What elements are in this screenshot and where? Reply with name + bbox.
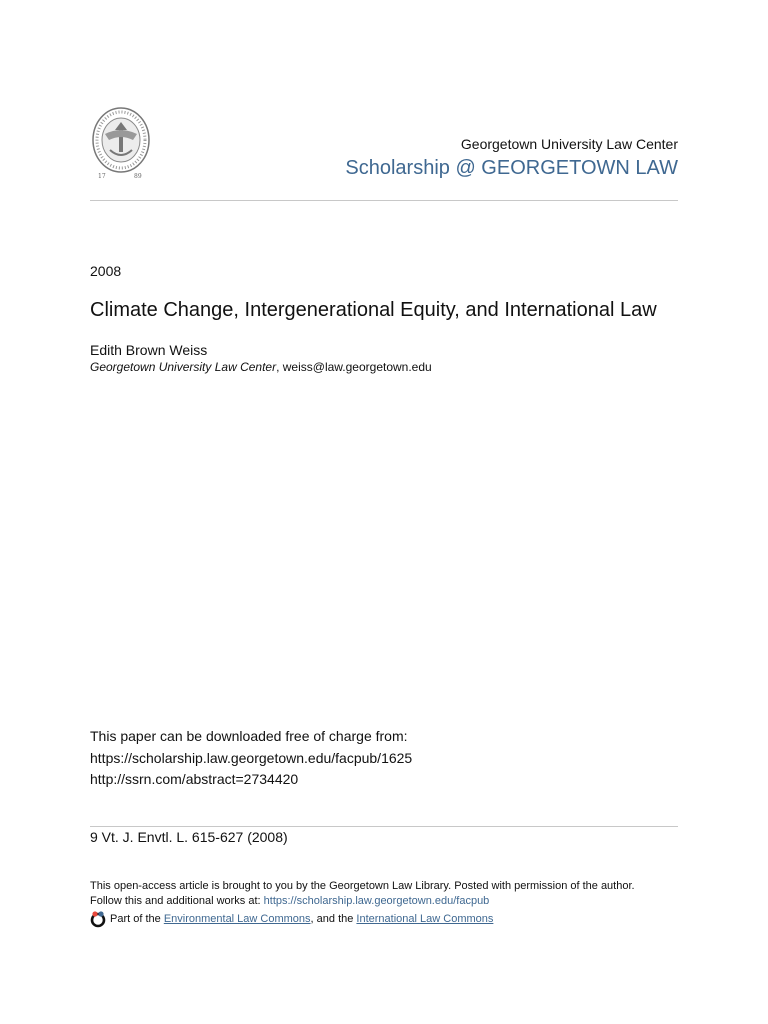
- georgetown-seal-icon: [90, 106, 152, 180]
- author-email[interactable]: weiss@law.georgetown.edu: [282, 360, 432, 374]
- affiliation-separator: ,: [276, 360, 283, 374]
- commons-joiner: , and the: [310, 913, 357, 925]
- author-affiliation: [90, 360, 432, 374]
- part-of-prefix: Part of the: [110, 913, 164, 925]
- citation: 9 Vt. J. Envtl. L. 615-627 (2008): [90, 829, 288, 845]
- download-url-scholarship[interactable]: https://scholarship.law.georgetown.edu/facpub/1625: [90, 750, 413, 766]
- citation-divider: [90, 826, 678, 827]
- repository-link[interactable]: Scholarship @ GEORGETOWN LAW: [345, 157, 678, 179]
- part-of-line: [89, 910, 493, 928]
- environmental-law-commons-link[interactable]: Environmental Law Commons: [163, 913, 311, 925]
- follow-line: [90, 895, 489, 907]
- facpub-link[interactable]: https://scholarship.law.georgetown.edu/facpub: [263, 895, 490, 907]
- follow-text: Follow this and additional works at:: [90, 895, 264, 907]
- bepress-icon: [89, 910, 107, 928]
- part-of-text: [110, 913, 493, 925]
- download-url-ssrn[interactable]: http://ssrn.com/abstract=2734420: [90, 771, 299, 787]
- international-law-commons-link[interactable]: International Law Commons: [356, 913, 494, 925]
- author-name: Edith Brown Weiss: [90, 342, 208, 358]
- header-divider: [90, 200, 678, 201]
- open-access-notice: This open-access article is brought to you by the Georgetown Law Library. Posted with permission of the author.: [90, 880, 635, 892]
- seal-year-left: 17: [98, 173, 106, 180]
- institution-name: Georgetown University Law Center: [460, 136, 678, 152]
- seal-year-right: 89: [134, 173, 142, 180]
- download-intro: This paper can be downloaded free of charge from:: [90, 728, 408, 744]
- publication-year: 2008: [90, 263, 122, 279]
- affiliation-name: Georgetown University Law Center: [90, 360, 277, 374]
- paper-title: Climate Change, Intergenerational Equity, and International Law: [90, 299, 657, 321]
